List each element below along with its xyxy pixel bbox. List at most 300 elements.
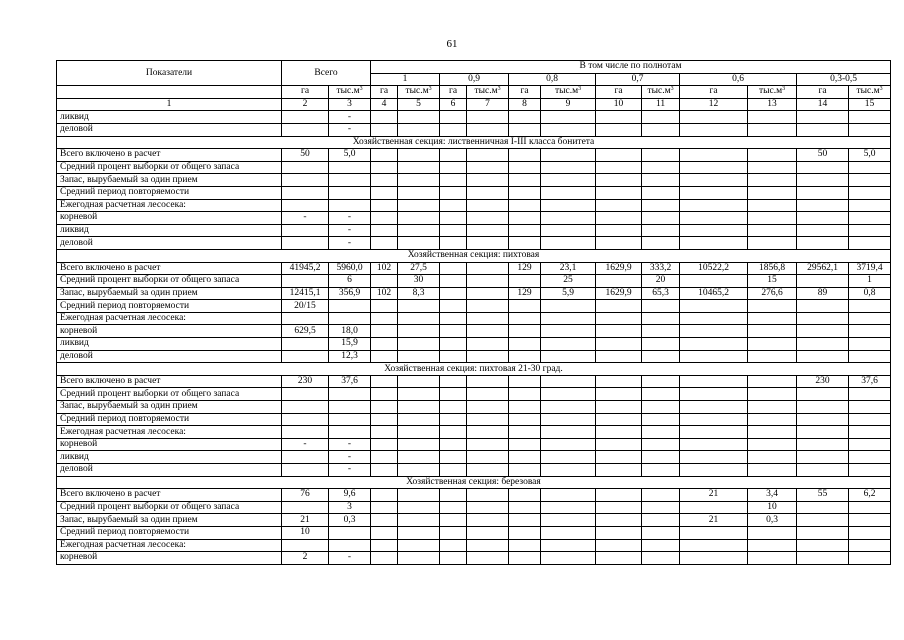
header-unit-m3: $тыс.м^3$ [329, 86, 371, 99]
table-cell [509, 312, 541, 325]
table-cell: - [329, 212, 371, 225]
table-cell [329, 300, 371, 313]
table-cell [642, 401, 680, 414]
table-cell [680, 438, 748, 451]
header-unit-m3: $тыс.м^3$ [642, 86, 680, 99]
table-cell [398, 149, 440, 162]
table-cell [849, 451, 891, 464]
table-cell [282, 388, 329, 401]
row-label: Ежегодная расчетная лесосека: [57, 312, 282, 325]
table-cell [849, 212, 891, 225]
table-cell [596, 338, 642, 351]
table-cell [748, 161, 797, 174]
table-cell [398, 338, 440, 351]
table-cell [642, 149, 680, 162]
table-cell [467, 375, 509, 388]
table-cell [282, 464, 329, 477]
table-cell [541, 552, 596, 565]
table-cell [509, 300, 541, 313]
table-cell [596, 350, 642, 363]
row-label: корневой [57, 212, 282, 225]
table-cell [371, 489, 398, 502]
table-cell [282, 426, 329, 439]
table-cell [797, 401, 849, 414]
table-cell [680, 224, 748, 237]
table-cell [680, 174, 748, 187]
table-cell [440, 526, 467, 539]
table-cell [642, 539, 680, 552]
table-cell [371, 501, 398, 514]
table-cell [398, 199, 440, 212]
table-cell [541, 401, 596, 414]
table-cell [467, 489, 509, 502]
table-cell [748, 552, 797, 565]
section-title: Хозяйственная секция: пихтовая [57, 249, 891, 262]
row-label: деловой [57, 464, 282, 477]
table-cell [371, 123, 398, 136]
row-label: Средний процент выборки от общего запаса [57, 161, 282, 174]
table-cell [748, 149, 797, 162]
table-cell: 1629,9 [596, 262, 642, 275]
table-cell: 102 [371, 262, 398, 275]
header-unit-ha: га [680, 86, 748, 99]
table-cell [398, 464, 440, 477]
table-cell [329, 199, 371, 212]
header-total: Всего [282, 61, 371, 86]
table-cell [440, 388, 467, 401]
table-cell [642, 350, 680, 363]
table-cell [440, 262, 467, 275]
header-column-number: 7 [467, 98, 509, 111]
table-cell: - [329, 237, 371, 250]
table-row [57, 514, 891, 527]
table-cell [440, 237, 467, 250]
section-header-row [57, 136, 891, 149]
table-cell [642, 111, 680, 124]
page-number: 61 [446, 38, 458, 50]
table-cell [541, 123, 596, 136]
table-cell [371, 413, 398, 426]
table-cell [371, 300, 398, 313]
table-cell [467, 514, 509, 527]
table-cell [467, 325, 509, 338]
table-row [57, 149, 891, 162]
table-cell [797, 300, 849, 313]
row-label: Средний процент выборки от общего запаса [57, 388, 282, 401]
table-cell [509, 438, 541, 451]
table-row [57, 174, 891, 187]
table-cell [398, 300, 440, 313]
table-cell [680, 300, 748, 313]
table-cell [467, 199, 509, 212]
table-cell [596, 275, 642, 288]
table-cell [748, 464, 797, 477]
table-cell [748, 526, 797, 539]
table-cell [748, 438, 797, 451]
row-label: деловой [57, 123, 282, 136]
table-cell: 23,1 [541, 262, 596, 275]
table-cell [541, 489, 596, 502]
table-cell [748, 312, 797, 325]
table-row [57, 501, 891, 514]
table-cell [509, 325, 541, 338]
row-label: ликвид [57, 451, 282, 464]
row-label: Всего включено в расчет [57, 149, 282, 162]
table-cell [541, 199, 596, 212]
header-column-number: 11 [642, 98, 680, 111]
table-cell [371, 552, 398, 565]
table-cell [596, 224, 642, 237]
table-cell [467, 413, 509, 426]
table-row [57, 186, 891, 199]
row-label: Запас, вырубаемый за один прием [57, 174, 282, 187]
table-cell [282, 539, 329, 552]
table-cell: 6 [329, 275, 371, 288]
table-cell: 21 [680, 489, 748, 502]
row-label: корневой [57, 325, 282, 338]
table-cell: 0,3 [329, 514, 371, 527]
table-cell [596, 312, 642, 325]
table-cell [596, 212, 642, 225]
header-density: 0,6 [680, 73, 797, 86]
header-density: 0,7 [596, 73, 680, 86]
header-unit-m3: $тыс.м^3$ [398, 86, 440, 99]
section-title: Хозяйственная секция: лиственничная I-III класса бонитета [57, 136, 891, 149]
table-cell [398, 388, 440, 401]
table-cell [642, 489, 680, 502]
table-cell [642, 514, 680, 527]
table-cell: 21 [680, 514, 748, 527]
table-row [57, 287, 891, 300]
table-cell [440, 212, 467, 225]
table-cell [642, 161, 680, 174]
table-cell [596, 237, 642, 250]
table-cell [680, 451, 748, 464]
table-cell [440, 501, 467, 514]
table-cell [509, 375, 541, 388]
table-cell [371, 514, 398, 527]
table-row [57, 312, 891, 325]
table-cell [329, 539, 371, 552]
table-cell [642, 338, 680, 351]
table-cell [748, 350, 797, 363]
table-cell [509, 514, 541, 527]
table-cell [398, 111, 440, 124]
table-cell [440, 552, 467, 565]
table-cell: - [329, 438, 371, 451]
table-cell [509, 388, 541, 401]
table-cell [398, 224, 440, 237]
table-row [57, 212, 891, 225]
row-label: корневой [57, 438, 282, 451]
table-cell [541, 300, 596, 313]
table-cell: 20/15 [282, 300, 329, 313]
table-cell [680, 161, 748, 174]
table-cell [509, 451, 541, 464]
table-cell [467, 174, 509, 187]
table-cell [797, 426, 849, 439]
table-cell [680, 325, 748, 338]
table-cell [541, 212, 596, 225]
table-cell [509, 186, 541, 199]
table-cell [440, 149, 467, 162]
table-cell [467, 212, 509, 225]
table-cell [509, 123, 541, 136]
table-cell [282, 275, 329, 288]
table-cell [371, 526, 398, 539]
table-cell [509, 552, 541, 565]
table-cell [509, 237, 541, 250]
table-cell [680, 526, 748, 539]
table-cell: 37,6 [849, 375, 891, 388]
table-row [57, 199, 891, 212]
table-cell [541, 174, 596, 187]
table-cell [596, 413, 642, 426]
table-cell: 276,6 [748, 287, 797, 300]
table-cell [398, 451, 440, 464]
table-row [57, 224, 891, 237]
table-cell [398, 489, 440, 502]
table-cell: 27,5 [398, 262, 440, 275]
table-cell [371, 149, 398, 162]
table-cell [680, 237, 748, 250]
table-row [57, 464, 891, 477]
table-cell: - [329, 224, 371, 237]
table-cell [467, 161, 509, 174]
table-cell [797, 186, 849, 199]
table-cell [680, 350, 748, 363]
table-cell [467, 338, 509, 351]
table-cell [797, 212, 849, 225]
table-cell: 37,6 [329, 375, 371, 388]
table-cell [797, 501, 849, 514]
table-cell [680, 212, 748, 225]
table-cell: 3719,4 [849, 262, 891, 275]
table-cell [797, 174, 849, 187]
table-cell: 10 [282, 526, 329, 539]
table-header [57, 61, 891, 111]
table-cell [329, 161, 371, 174]
header-column-number: 2 [282, 98, 329, 111]
table-cell [541, 350, 596, 363]
table-cell [509, 464, 541, 477]
table-cell [398, 123, 440, 136]
table-cell [398, 375, 440, 388]
table-cell [642, 375, 680, 388]
table-cell [748, 199, 797, 212]
table-cell [642, 224, 680, 237]
section-title: Хозяйственная секция: пихтовая 21-30 град. [57, 363, 891, 376]
table-cell [467, 388, 509, 401]
table-cell [541, 237, 596, 250]
table-cell [680, 275, 748, 288]
table-cell [371, 426, 398, 439]
table-cell [642, 552, 680, 565]
table-cell [440, 350, 467, 363]
table-cell [440, 539, 467, 552]
table-cell: 65,3 [642, 287, 680, 300]
table-cell [541, 451, 596, 464]
table-cell [371, 275, 398, 288]
table-cell: 1629,9 [596, 287, 642, 300]
table-cell [467, 287, 509, 300]
header-density-group: В том числе по полнотам [371, 61, 891, 74]
table-cell [596, 526, 642, 539]
table-cell: 6,2 [849, 489, 891, 502]
table-cell [371, 186, 398, 199]
table-cell [596, 300, 642, 313]
table-cell [797, 199, 849, 212]
table-cell [467, 237, 509, 250]
table-cell [680, 199, 748, 212]
table-cell: 29562,1 [797, 262, 849, 275]
table-cell [398, 539, 440, 552]
table-cell [680, 552, 748, 565]
table-cell [541, 413, 596, 426]
table-cell [541, 312, 596, 325]
table-cell [371, 174, 398, 187]
table-cell [748, 338, 797, 351]
table-cell [748, 325, 797, 338]
row-label: Запас, вырубаемый за один прием [57, 401, 282, 414]
row-label: Ежегодная расчетная лесосека: [57, 426, 282, 439]
table-cell [371, 224, 398, 237]
table-cell [680, 401, 748, 414]
table-cell [680, 501, 748, 514]
table-cell [797, 539, 849, 552]
table-cell: 3 [329, 501, 371, 514]
row-label: ликвид [57, 338, 282, 351]
table-cell [440, 451, 467, 464]
table-cell [371, 539, 398, 552]
row-label: корневой [57, 552, 282, 565]
table-cell [596, 149, 642, 162]
table-cell [596, 186, 642, 199]
table-cell [440, 174, 467, 187]
header-column-number: 1 [57, 98, 282, 111]
table-cell [797, 451, 849, 464]
table-cell: - [329, 451, 371, 464]
table-cell: 20 [642, 275, 680, 288]
header-density: 0,8 [509, 73, 596, 86]
table-cell [467, 401, 509, 414]
row-label: ликвид [57, 224, 282, 237]
table-cell: 25 [541, 275, 596, 288]
table-cell [282, 338, 329, 351]
table-cell: 629,5 [282, 325, 329, 338]
table-cell [398, 552, 440, 565]
table-cell [849, 123, 891, 136]
table-cell [398, 426, 440, 439]
table-cell [398, 237, 440, 250]
table-cell [440, 464, 467, 477]
table-cell [398, 312, 440, 325]
table-cell [440, 489, 467, 502]
table-cell [596, 438, 642, 451]
table-cell [440, 514, 467, 527]
header-unit-ha: га [596, 86, 642, 99]
table-cell [509, 161, 541, 174]
header-column-number: 5 [398, 98, 440, 111]
table-row [57, 350, 891, 363]
row-label: Запас, вырубаемый за один прием [57, 287, 282, 300]
table-row [57, 123, 891, 136]
table-cell [467, 111, 509, 124]
table-cell [509, 174, 541, 187]
table-cell [596, 325, 642, 338]
table-cell [849, 526, 891, 539]
table-row [57, 262, 891, 275]
table-cell [642, 186, 680, 199]
table-cell [596, 123, 642, 136]
table-cell: 21 [282, 514, 329, 527]
table-cell [642, 526, 680, 539]
table-cell [680, 186, 748, 199]
row-label: Запас, вырубаемый за один прием [57, 514, 282, 527]
table-cell [329, 401, 371, 414]
table-cell: 1 [849, 275, 891, 288]
table-cell [748, 111, 797, 124]
table-cell [680, 464, 748, 477]
table-cell: 50 [797, 149, 849, 162]
table-cell [371, 212, 398, 225]
table-cell [849, 350, 891, 363]
table-cell [680, 123, 748, 136]
table-cell: 5,9 [541, 287, 596, 300]
header-unit-ha: га [440, 86, 467, 99]
table-cell [748, 224, 797, 237]
table-cell [467, 312, 509, 325]
header-column-number: 15 [849, 98, 891, 111]
table-cell [440, 287, 467, 300]
header-units-row [57, 86, 891, 99]
table-cell [509, 401, 541, 414]
table-cell [797, 338, 849, 351]
table-cell [596, 539, 642, 552]
table-row [57, 451, 891, 464]
row-label: Ежегодная расчетная лесосека: [57, 539, 282, 552]
table-cell [282, 123, 329, 136]
table-cell [849, 312, 891, 325]
table-cell [642, 212, 680, 225]
table-cell [467, 526, 509, 539]
table-cell [440, 312, 467, 325]
table-cell [642, 199, 680, 212]
table-cell [541, 161, 596, 174]
table-cell [797, 464, 849, 477]
table-cell [282, 401, 329, 414]
table-cell: 5,0 [849, 149, 891, 162]
table-cell [748, 123, 797, 136]
table-cell [371, 388, 398, 401]
table-cell: 8,3 [398, 287, 440, 300]
table-cell [440, 300, 467, 313]
table-cell [440, 224, 467, 237]
table-cell [509, 224, 541, 237]
table-cell [282, 186, 329, 199]
header-column-number: 14 [797, 98, 849, 111]
table-cell [849, 300, 891, 313]
table-cell [849, 501, 891, 514]
table-cell [282, 451, 329, 464]
table-cell: 3,4 [748, 489, 797, 502]
table-cell: 5960,0 [329, 262, 371, 275]
table-cell [282, 237, 329, 250]
table-cell [371, 464, 398, 477]
table-cell [797, 111, 849, 124]
table-cell [329, 174, 371, 187]
table-cell [797, 438, 849, 451]
